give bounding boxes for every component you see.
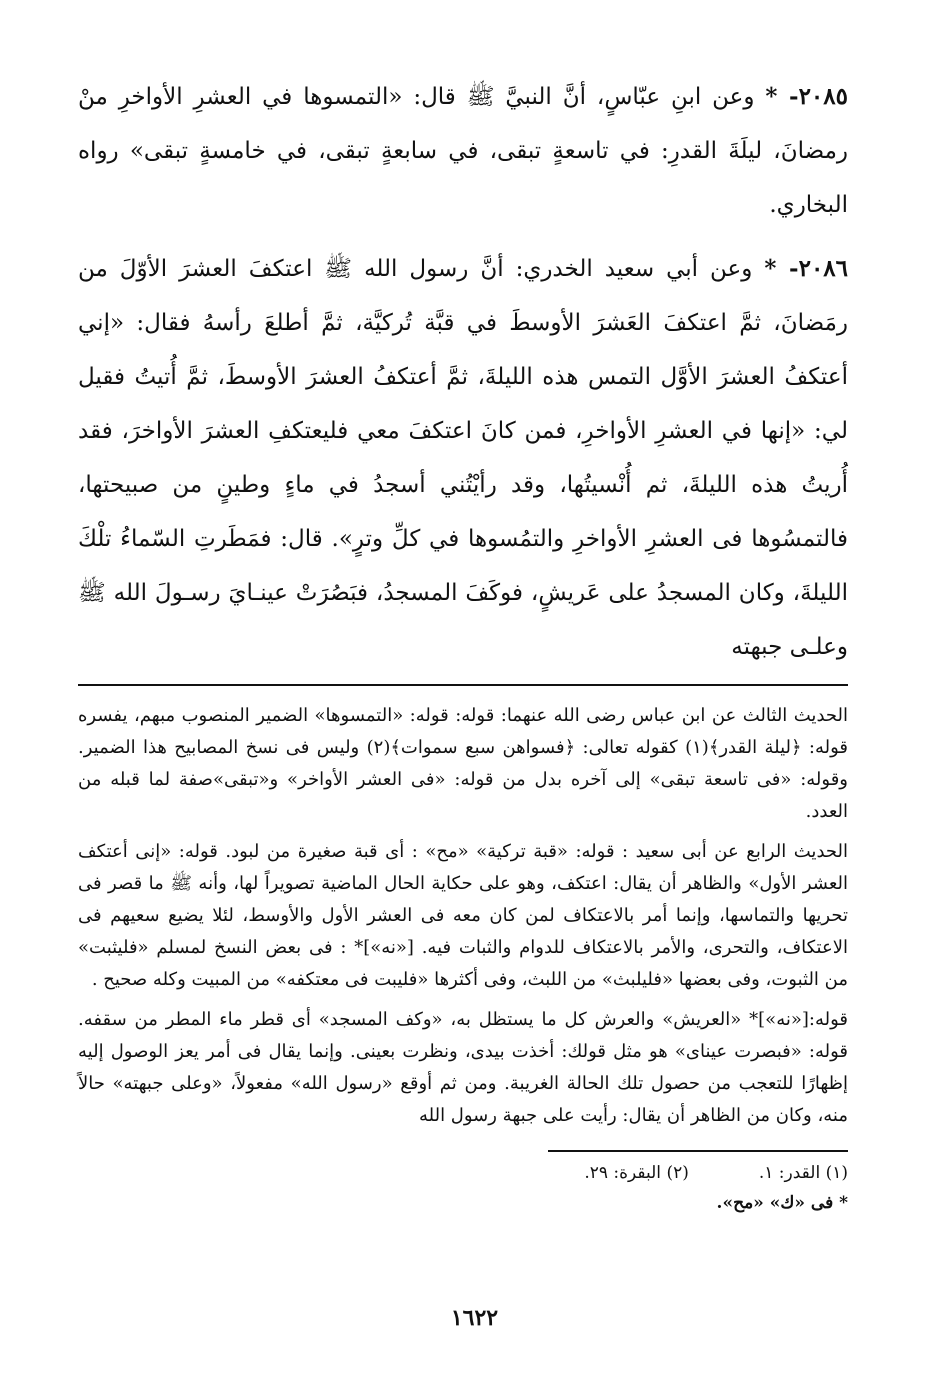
- hadith-number: ٢٠٨٥- *: [765, 83, 848, 110]
- footnote-1: (١) القدر: ١.: [758, 1163, 848, 1183]
- hadith-text: وعن ابنِ عبّاسٍ، أنَّ النبيَّ ﷺ قال: «التمسوها في العشرِ الأواخرِ منْ رمضانَ، ليلَةَ القدرِ: في تاسعةٍ تبقى، في سابعةٍ تبقى، في خامسةٍ تبقى» رواه البخاري.: [78, 84, 848, 218]
- page-number: ١٦٢٢: [450, 1305, 499, 1331]
- hadith-2086: [78, 242, 848, 674]
- footnote-2: (٢) البقرة: ٢٩.: [584, 1163, 689, 1183]
- commentary-paragraph: الحديث الثالث عن ابن عباس رضى الله عنهما: قوله: قوله: «التمسوها» الضمير المنصوب مبهم، يفسره قوله: ﴿ليلة القدر﴾(١) كقوله تعالى: ﴿فسواهن سبع سموات﴾(٢) وليس فى نسخ المصابيح هذا الضمير. وقوله: «فى تاسعة تبقى» إلى آخره بدل من قوله: «فى العشر الأواخر» و«تبقى»صفة لما قبله من العدد.: [78, 705, 849, 822]
- footnote-row: [78, 1158, 848, 1188]
- hadith-2085: [78, 70, 848, 232]
- main-divider: [78, 684, 848, 686]
- footnotes: [78, 1158, 848, 1218]
- footnote-divider: [548, 1150, 848, 1152]
- commentary-paragraph: الحديث الرابع عن أبى سعيد : قوله: «قبة تركية» «مح» : أى قبة صغيرة من لبود. قوله: «إنى أعتكف العشر الأول» والظاهر أن يقال: اعتكف، وهو على حكاية الحال الماضية تصويراً لها، وأنه ﷺ ما قصر فى تحريها والتماسها، وإنما أمر بالاعتكاف لمن كان معه فى العشر الأول والأوسط، لئلا يضيع سعيهم فى الاعتكاف، والتحرى، والأمر بالاعتكاف للدوام والثبات فيه. [«نه»]* : فى بعض النسخ لمسلم «فليثبت» من الثبوت، وفى بعضها «فليلبث» من اللبث، وفى أكثرها «فليبت فى معتكفه» من المبيت وكله صحيح .: [78, 841, 848, 990]
- hadith-text: وعن أبي سعيد الخدري: أنَّ رسول الله ﷺ اعتكفَ العشرَ الأوّلَ من رمَضانَ، ثمَّ اعتكفَ العَشرَ الأوسطَ في قبَّة تُركيَّة، ثمَّ أطلعَ رأسهُ فقال: «إني أعتكفُ العشرَ الأوَّل التمس هذه الليلةَ، ثمَّ أعتكفُ العشرَ الأوسطَ، ثمَّ أُتيتُ فقيل لي: «إنها في العشرِ الأواخرِ، فمن كانَ اعتكفَ معي فليعتكفِ العشرَ الأواخرَ، فقد أُريتُ هذه الليلةَ، ثم أُنْسيتُها، وقد رأيْتُني أسجدُ في ماءٍ وطينٍ من صبيحتها، فالتمسُوها فى العشرِ الأواخرِ والتمُسوها في كلِّ وترٍ». قال: فمَطَرتِ السّماءُ تلْكَ الليلةَ، وكان المسجدُ على عَريشٍ، فوكَفَ المسجدُ، فبَصُرَتْ عينـايَ رسـولَ الله ﷺ وعلـى جبهته: [78, 256, 848, 660]
- page-body: [78, 70, 848, 1218]
- hadith-number: ٢٠٨٦- *: [764, 255, 849, 282]
- commentary-paragraph: قوله:[«نه»]* «العريش» والعرش كل ما يستظل به، «وكف المسجد» أى قطر ماء المطر من سقفه. قوله: «فبصرت عيناى» هو مثل قولك: أخذت بيدى، ونظرت بعينى. وإنما يقال فى أمر يعز الوصول إليه إظهارًا للتعجب من حصول تلك الحالة الغريبة. ومن ثم أوقع «رسول الله» مفعولاً، «وعلى جبهته» حالاً منه، وكان من الظاهر أن يقال: رأيت على جبهة رسول الله: [78, 1009, 848, 1126]
- footnote-note: * فى «ك» «مح».: [716, 1193, 848, 1213]
